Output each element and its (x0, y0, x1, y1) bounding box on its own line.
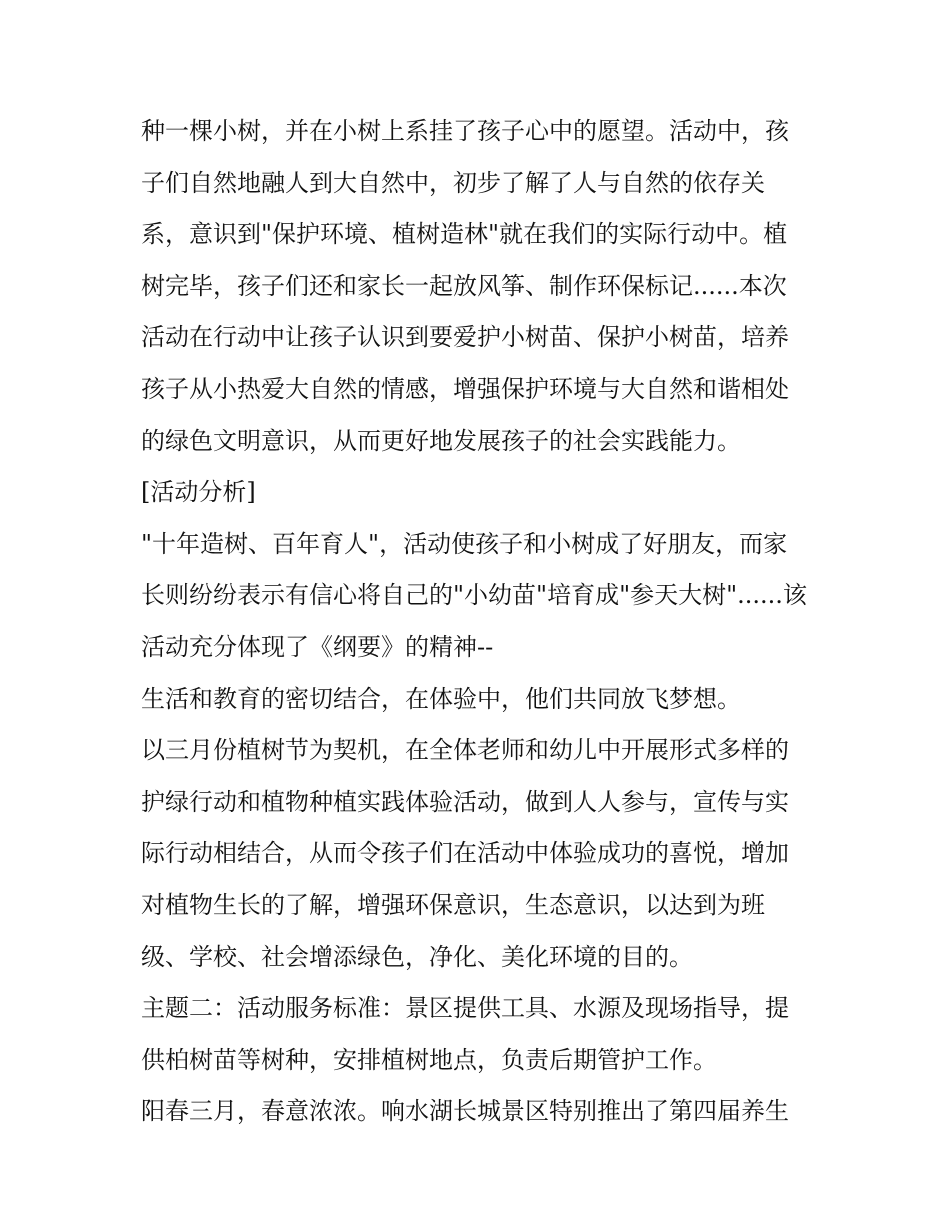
text-line: 系，意识到"保护环境、植树造林"就在我们的实际行动中。植 (141, 220, 788, 249)
text-line: 子们自然地融人到大自然中，初步了解了人与自然的依存关 (141, 168, 765, 197)
section-heading: [活动分析] (141, 478, 256, 507)
document-body (141, 106, 813, 1138)
text-line: 供柏树苗等树种，安排植树地点，负责后期管护工作。 (141, 1045, 717, 1074)
text-line: 以三月份植树节为契机，在全体老师和幼儿中开展形式多样的 (141, 736, 789, 765)
text-line: 种一棵小树，并在小树上系挂了孩子心中的愿望。活动中，孩 (141, 117, 789, 145)
text-line: 阳春三月，春意浓浓。响水湖长城景区特别推出了第四届养生 (141, 1097, 789, 1126)
text-line: 活动在行动中让孩子认识到要爱护小树苗、保护小树苗，培养 (141, 323, 789, 352)
text-line: 护绿行动和植物种植实践体验活动，做到人人参与，宣传与实 (141, 787, 789, 816)
text-line: 际行动相结合，从而令孩子们在活动中体验成功的喜悦，增加 (141, 839, 789, 868)
text-line: 对植物生长的了解，增强环保意识，生态意识，以达到为班 (141, 890, 765, 919)
text-line: 级、学校、社会增添绿色，净化、美化环境的目的。 (141, 942, 693, 971)
text-line: "十年造树、百年育人"，活动使孩子和小树成了好朋友，而家 (141, 529, 788, 558)
text-line: 长则纷纷表示有信心将自己的"小幼苗"培育成"参天大树"......该 (141, 581, 807, 610)
text-line: 孩子从小热爱大自然的情感，增强保护环境与大自然和谐相处 (141, 374, 789, 403)
text-line: 生活和教育的密切结合，在体验中，他们共同放飞梦想。 (141, 684, 741, 713)
text-line: 活动充分体现了《纲要》的精神-- (141, 632, 494, 661)
text-line: 主题二：活动服务标准：景区提供工具、水源及现场指导，提 (141, 994, 789, 1023)
text-line: 树完毕，孩子们还和家长一起放风筝、制作环保标记......本次 (141, 271, 787, 300)
text-line: 的绿色文明意识，从而更好地发展孩子的社会实践能力。 (141, 426, 741, 455)
